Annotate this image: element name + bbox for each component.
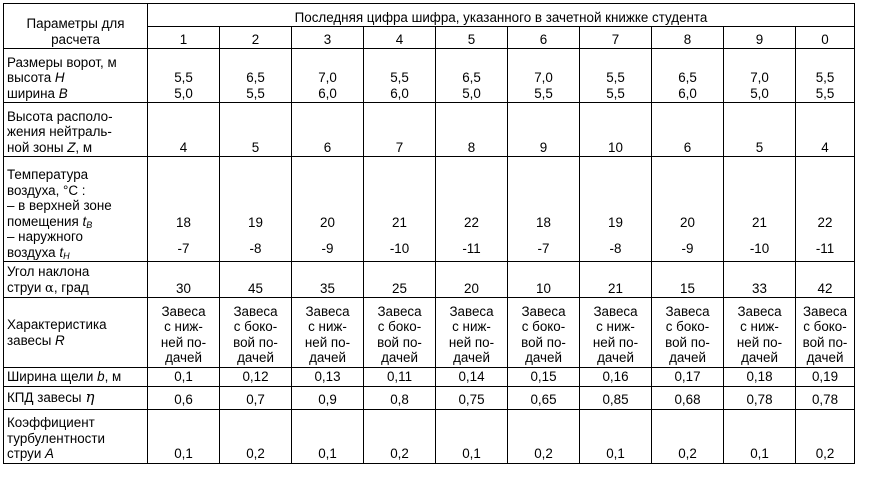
- gate-cell-1: [148, 49, 220, 103]
- curtain-line-1: Завеса: [665, 303, 710, 319]
- curtain-line-1: Завеса: [449, 303, 494, 319]
- efficiency-value-3: 0,9: [292, 386, 364, 409]
- slot-value-2: 0,12: [220, 368, 292, 387]
- temp-cell-2: [220, 157, 292, 262]
- curtain-line-4: дачей: [381, 350, 418, 366]
- param-gate-size: [4, 49, 148, 103]
- curtain-label-line2: завесы R: [7, 332, 65, 348]
- temp-upper-value: 22: [464, 215, 479, 230]
- temp-upper-line: [511, 213, 576, 233]
- gate-width-value: 5,5: [534, 85, 553, 101]
- efficiency-value-2: 0,7: [220, 386, 292, 409]
- turbulence-value-7: 0,1: [580, 409, 652, 463]
- temp-outdoor-value: -7: [537, 241, 550, 256]
- digit-header-8: 8: [652, 27, 724, 49]
- temp-outdoor-line: [367, 239, 432, 259]
- gate-width-line: [799, 86, 851, 102]
- temp-outdoor-value: -7: [177, 241, 190, 256]
- gate-height-line: [367, 70, 432, 86]
- gate-cell-10: [796, 49, 855, 103]
- temp-cell-6: [508, 157, 580, 262]
- temp-upper-value: 18: [536, 215, 551, 230]
- curtain-cell-6: [508, 298, 580, 368]
- temp-upper-value: 20: [680, 215, 695, 230]
- param-header-line2: расчета: [51, 31, 100, 47]
- neutral-value-10: 4: [796, 103, 855, 157]
- gate-height-line: [223, 70, 288, 86]
- turbulence-value-6: 0,2: [508, 409, 580, 463]
- turbulence-value-4: 0,2: [364, 409, 436, 463]
- slot-value-7: 0,16: [580, 368, 652, 387]
- temp-outdoor-value: -10: [389, 241, 410, 256]
- row-jet-angle: [4, 262, 855, 298]
- digit-header-0: 0: [796, 27, 855, 49]
- curtain-line-3: ней по-: [448, 334, 495, 350]
- temp-outdoor-line: [511, 239, 576, 259]
- temp-cell-9: [724, 157, 796, 262]
- angle-label-line1: Угол наклона: [7, 264, 90, 279]
- curtain-line-2: с боко-: [377, 319, 422, 335]
- gate-cell-4: [364, 49, 436, 103]
- row-neutral-zone: [4, 103, 855, 157]
- temp-label-line1: Температура: [7, 167, 89, 182]
- param-efficiency: [4, 386, 148, 409]
- curtain-line-2: с ниж-: [164, 319, 203, 335]
- angle-value-4: 25: [364, 262, 436, 298]
- slot-value-10: 0,19: [796, 368, 855, 387]
- temp-upper-value: 21: [752, 215, 767, 230]
- temp-label-line5: – наружного: [7, 229, 83, 244]
- curtain-line-4: дачей: [453, 350, 490, 366]
- neutral-value-5: 8: [436, 103, 508, 157]
- curtain-line-3: вой по-: [802, 334, 848, 350]
- turbulence-value-3: 0,1: [292, 409, 364, 463]
- temp-cell-1: [148, 157, 220, 262]
- gate-height-line: [511, 70, 576, 86]
- temp-cell-7: [580, 157, 652, 262]
- gate-cell-7: [580, 49, 652, 103]
- digit-group-header: Последняя цифра шифра, указанного в зачетной книжке студента: [148, 4, 855, 27]
- curtain-line-3: ней по-: [304, 334, 351, 350]
- curtain-line-3: ней по-: [160, 334, 207, 350]
- temp-outdoor-value: -8: [249, 241, 262, 256]
- temp-upper-line: [655, 213, 720, 233]
- param-curtain-type: [4, 298, 148, 368]
- curtain-cell-10: [796, 298, 855, 368]
- temp-upper-value: 21: [392, 215, 407, 230]
- var-Z: Z: [67, 139, 76, 155]
- header-row: [4, 4, 855, 27]
- curtain-line-4: дачей: [597, 350, 634, 366]
- turbulence-value-1: 0,1: [148, 409, 220, 463]
- temp-cell-3: [292, 157, 364, 262]
- curtain-line-4: дачей: [741, 350, 778, 366]
- efficiency-label-line: КПД завесы η: [7, 387, 95, 406]
- gate-width-line: [367, 86, 432, 102]
- neutral-value-2: 5: [220, 103, 292, 157]
- digit-header-7: 7: [580, 27, 652, 49]
- curtain-line-4: дачей: [237, 350, 274, 366]
- curtain-line-2: с боко-: [665, 319, 710, 335]
- row-slot-width: [4, 368, 855, 387]
- gate-height-line: [655, 70, 720, 86]
- parameters-table: [3, 3, 855, 464]
- efficiency-value-10: 0,78: [796, 386, 855, 409]
- neutral-value-3: 6: [292, 103, 364, 157]
- curtain-line-1: Завеса: [377, 303, 422, 319]
- temp-outdoor-value: -11: [462, 241, 481, 256]
- var-R: R: [55, 332, 65, 348]
- digit-header-2: 2: [220, 27, 292, 49]
- turbulence-value-9: 0,1: [724, 409, 796, 463]
- temp-outdoor-value: -10: [749, 241, 770, 256]
- turbulence-label-line3: струи A: [7, 446, 54, 461]
- gate-width-value: 5,5: [815, 85, 835, 101]
- gate-height-value: 7,0: [534, 70, 553, 85]
- param-jet-angle: [4, 262, 148, 298]
- curtain-line-2: с ниж-: [308, 319, 347, 335]
- neutral-value-4: 7: [364, 103, 436, 157]
- var-H: H: [54, 70, 65, 85]
- temp-upper-line: [583, 213, 648, 233]
- row-temperature: [4, 157, 855, 262]
- temp-upper-line: [295, 213, 360, 233]
- slot-value-9: 0,18: [724, 368, 796, 387]
- turbulence-value-8: 0,2: [652, 409, 724, 463]
- param-column-header: [4, 4, 148, 49]
- slot-value-3: 0,13: [292, 368, 364, 387]
- turbulence-label-line2: турбулентности: [7, 430, 105, 446]
- temp-upper-value: 18: [176, 215, 191, 230]
- gate-width-line: [727, 86, 792, 102]
- neutral-value-9: 5: [724, 103, 796, 157]
- curtain-line-3: вой по-: [665, 334, 710, 350]
- temp-upper-value: 19: [608, 215, 623, 230]
- temp-outdoor-line: [223, 239, 288, 259]
- gate-width-value: 5,5: [606, 85, 625, 101]
- gate-height-line: [295, 70, 360, 86]
- slot-value-8: 0,17: [652, 368, 724, 387]
- turbulence-value-10: 0,2: [796, 409, 855, 463]
- curtain-line-3: вой по-: [233, 334, 278, 350]
- gate-height-value: 6,5: [462, 70, 481, 85]
- temp-outdoor-line: [655, 239, 720, 259]
- digit-header-5: 5: [436, 27, 508, 49]
- gate-width-value: 6,0: [678, 85, 697, 101]
- temp-outdoor-line: [151, 239, 216, 259]
- sub-H: Н: [63, 250, 70, 261]
- curtain-line-1: Завеса: [305, 303, 350, 319]
- curtain-line-1: Завеса: [161, 303, 206, 319]
- gate-width-line: [655, 86, 720, 102]
- var-t: t: [82, 213, 87, 229]
- param-neutral-zone: [4, 103, 148, 157]
- angle-label-line2: струи α, град: [7, 279, 89, 296]
- gate-height-line: [439, 70, 504, 86]
- curtain-cell-3: [292, 298, 364, 368]
- efficiency-value-7: 0,85: [580, 386, 652, 409]
- var-A: A: [45, 446, 54, 461]
- gate-height-line: [583, 70, 648, 86]
- var-eta: η: [85, 387, 95, 406]
- curtain-line-4: дачей: [309, 350, 346, 366]
- temp-cell-4: [364, 157, 436, 262]
- gate-height-value: 7,0: [750, 70, 769, 85]
- var-b: b: [97, 369, 105, 384]
- row-turbulence: [4, 409, 855, 463]
- temp-label-line4: помещения $t_В$: [7, 213, 93, 230]
- curtain-line-1: Завеса: [737, 303, 782, 319]
- temp-outdoor-line: [295, 239, 360, 259]
- angle-value-10: 42: [796, 262, 855, 298]
- temp-upper-line: [799, 213, 851, 233]
- param-header-line1: Параметры для: [26, 16, 125, 31]
- efficiency-value-1: 0,6: [148, 386, 220, 409]
- gate-label-line1: Размеры ворот, м: [7, 54, 117, 70]
- gate-width-value: 6,0: [318, 85, 337, 101]
- efficiency-value-4: 0,8: [364, 386, 436, 409]
- gate-width-value: 5,5: [246, 85, 265, 101]
- temp-cell-8: [652, 157, 724, 262]
- gate-width-line: [223, 86, 288, 102]
- neutral-label-line3: ной зоны Z, м: [7, 139, 93, 155]
- efficiency-value-9: 0,78: [724, 386, 796, 409]
- gate-height-value: 6,5: [246, 70, 265, 85]
- curtain-line-4: дачей: [806, 350, 844, 366]
- gate-label-width: ширина B: [7, 85, 68, 101]
- param-turbulence: [4, 409, 148, 463]
- gate-height-line: [799, 70, 851, 86]
- gate-cell-9: [724, 49, 796, 103]
- neutral-value-8: 6: [652, 103, 724, 157]
- curtain-cell-8: [652, 298, 724, 368]
- temp-upper-value: 22: [817, 215, 833, 230]
- neutral-value-7: 10: [580, 103, 652, 157]
- gate-width-value: 5,0: [174, 85, 193, 101]
- angle-value-3: 35: [292, 262, 364, 298]
- angle-value-2: 45: [220, 262, 292, 298]
- curtain-line-4: дачей: [669, 350, 706, 366]
- gate-width-line: [439, 86, 504, 102]
- temp-outdoor-value: -9: [681, 241, 694, 256]
- turbulence-value-2: 0,2: [220, 409, 292, 463]
- curtain-line-2: с ниж-: [596, 319, 635, 335]
- temp-cell-10: [796, 157, 855, 262]
- curtain-line-2: с боко-: [233, 319, 278, 335]
- curtain-cell-1: [148, 298, 220, 368]
- neutral-value-6: 9: [508, 103, 580, 157]
- curtain-line-2: с боко-: [803, 319, 847, 335]
- gate-height-value: 5,5: [815, 70, 835, 85]
- temp-upper-line: [439, 213, 504, 233]
- var-t: t: [59, 244, 64, 260]
- angle-value-5: 20: [436, 262, 508, 298]
- temp-upper-line: [727, 213, 792, 233]
- temp-label-line2: воздуха, °С :: [7, 182, 86, 198]
- slot-label-line: Ширина щели b, м: [7, 369, 122, 384]
- gate-width-line: [151, 86, 216, 102]
- temp-outdoor-line: [799, 239, 851, 259]
- temp-outdoor-line: [439, 239, 504, 259]
- angle-value-1: 30: [148, 262, 220, 298]
- gate-height-value: 7,0: [318, 70, 337, 85]
- row-efficiency: [4, 386, 855, 409]
- temp-outdoor-value: -8: [609, 241, 622, 256]
- curtain-line-1: Завеса: [233, 303, 278, 319]
- digit-header-1: 1: [148, 27, 220, 49]
- angle-value-9: 33: [724, 262, 796, 298]
- slot-value-4: 0,11: [364, 368, 436, 387]
- var-B: B: [58, 85, 68, 101]
- neutral-label-line2: жения нейтраль-: [7, 124, 112, 139]
- curtain-line-2: с ниж-: [452, 319, 491, 335]
- curtain-cell-2: [220, 298, 292, 368]
- gate-width-line: [511, 86, 576, 102]
- angle-value-6: 10: [508, 262, 580, 298]
- temp-label-line6: воздуха $t_Н$: [7, 244, 70, 261]
- gate-width-value: 5,0: [750, 85, 769, 101]
- curtain-line-4: дачей: [525, 350, 562, 366]
- curtain-line-3: ней по-: [592, 334, 639, 350]
- gate-cell-3: [292, 49, 364, 103]
- turbulence-value-5: 0,1: [436, 409, 508, 463]
- digit-header-3: 3: [292, 27, 364, 49]
- curtain-cell-4: [364, 298, 436, 368]
- angle-value-8: 15: [652, 262, 724, 298]
- temp-upper-value: 19: [248, 215, 263, 230]
- curtain-line-3: ней по-: [736, 334, 783, 350]
- curtain-cell-5: [436, 298, 508, 368]
- efficiency-value-6: 0,65: [508, 386, 580, 409]
- temp-upper-line: [151, 213, 216, 233]
- gate-width-line: [583, 86, 648, 102]
- row-curtain-type: [4, 298, 855, 368]
- gate-cell-8: [652, 49, 724, 103]
- digit-header-9: 9: [724, 27, 796, 49]
- curtain-line-3: вой по-: [377, 334, 422, 350]
- curtain-line-4: дачей: [165, 350, 202, 366]
- gate-height-value: 6,5: [678, 70, 697, 85]
- temp-upper-line: [367, 213, 432, 233]
- curtain-line-1: Завеса: [593, 303, 638, 319]
- gate-cell-6: [508, 49, 580, 103]
- digit-header-4: 4: [364, 27, 436, 49]
- slot-value-6: 0,15: [508, 368, 580, 387]
- sub-B: В: [86, 219, 93, 230]
- turbulence-label-line1: Коэффициент: [7, 415, 95, 430]
- temp-outdoor-value: -9: [321, 241, 334, 256]
- temp-upper-line: [223, 213, 288, 233]
- param-temperature: [4, 157, 148, 262]
- gate-width-value: 5,0: [462, 85, 481, 101]
- slot-value-5: 0,14: [436, 368, 508, 387]
- efficiency-value-8: 0,68: [652, 386, 724, 409]
- neutral-value-1: 4: [148, 103, 220, 157]
- slot-value-1: 0,1: [148, 368, 220, 387]
- digit-header-6: 6: [508, 27, 580, 49]
- gate-width-value: 6,0: [390, 85, 409, 101]
- neutral-label-line1: Высота располо-: [7, 108, 113, 124]
- curtain-line-2: с боко-: [521, 319, 566, 335]
- temp-outdoor-line: [727, 239, 792, 259]
- gate-height-line: [151, 70, 216, 86]
- temp-upper-value: 20: [320, 215, 335, 230]
- efficiency-value-5: 0,75: [436, 386, 508, 409]
- gate-width-line: [295, 86, 360, 102]
- curtain-line-2: с ниж-: [740, 319, 779, 335]
- gate-label-height: высота H: [7, 70, 65, 85]
- curtain-cell-7: [580, 298, 652, 368]
- gate-height-value: 5,5: [390, 70, 409, 85]
- gate-height-value: 5,5: [606, 70, 625, 85]
- temp-outdoor-value: -11: [815, 241, 835, 256]
- curtain-line-3: вой по-: [521, 334, 566, 350]
- param-slot-width: [4, 368, 148, 387]
- gate-height-line: [727, 70, 792, 86]
- gate-height-value: 5,5: [174, 70, 193, 85]
- temp-label-line3: – в верхней зоне: [7, 198, 112, 213]
- gate-cell-5: [436, 49, 508, 103]
- row-gate-size: [4, 49, 855, 103]
- var-alpha: α: [45, 280, 54, 296]
- angle-value-7: 21: [580, 262, 652, 298]
- temp-outdoor-line: [583, 239, 648, 259]
- curtain-line-1: Завеса: [802, 303, 848, 319]
- curtain-line-1: Завеса: [521, 303, 566, 319]
- curtain-label-line1: Характеристика: [7, 317, 107, 332]
- temp-cell-5: [436, 157, 508, 262]
- curtain-cell-9: [724, 298, 796, 368]
- gate-cell-2: [220, 49, 292, 103]
